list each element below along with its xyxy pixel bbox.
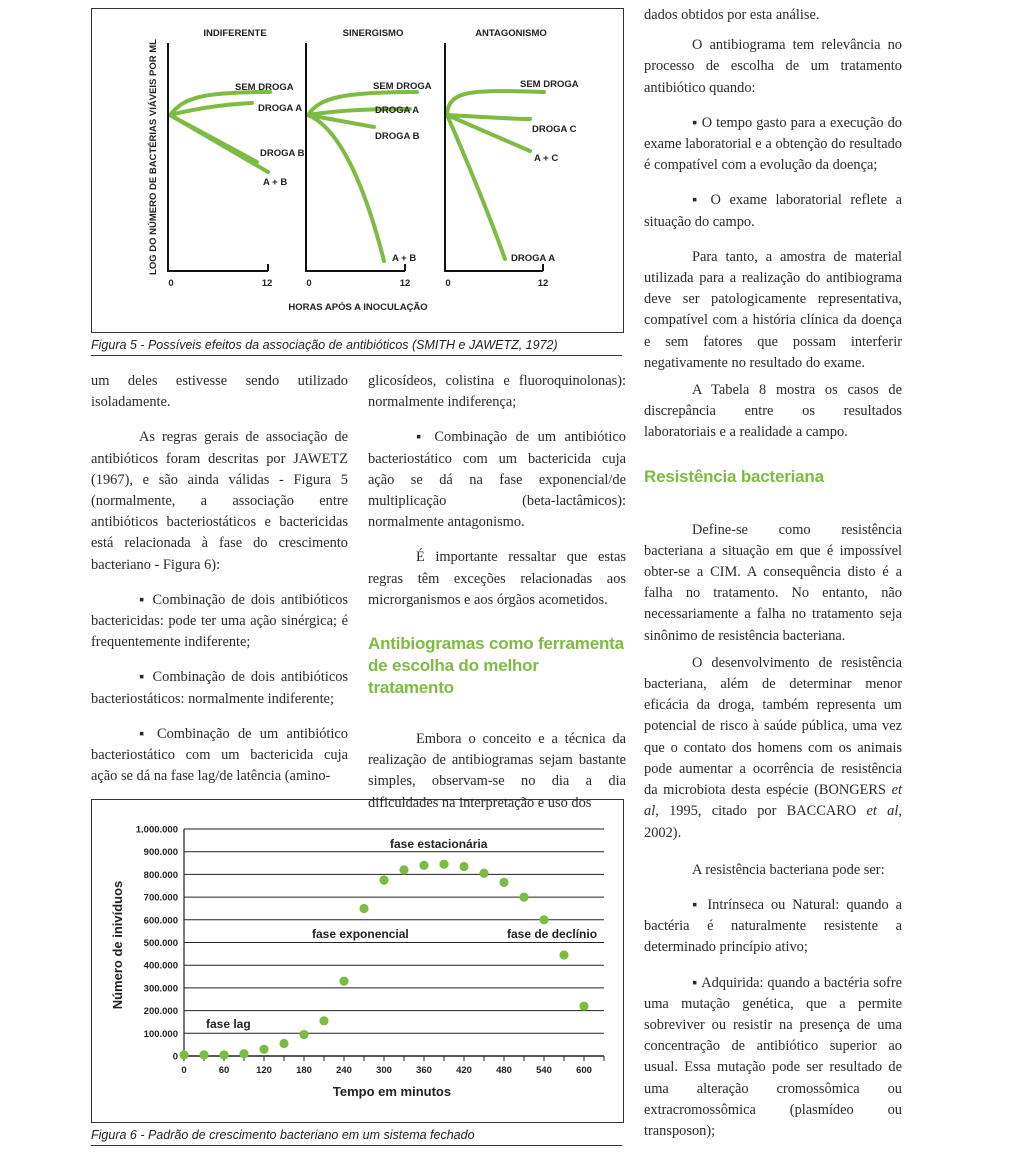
text-run: , 1995, citado por BACCARO	[655, 803, 867, 820]
paragraph: Embora o conceito e a técnica da realização de antibiogramas sejam bastante simples, observam-se no dia a dia dificuldades na interpretação e uso dos	[368, 731, 626, 811]
data-point	[359, 904, 368, 913]
data-point	[519, 893, 528, 902]
panel-title-sinergismo: SINERGISMO	[342, 28, 404, 39]
paragraph	[644, 653, 902, 844]
data-point	[319, 1016, 328, 1025]
data-point	[239, 1049, 248, 1058]
x-tick-label: 120	[256, 1065, 272, 1076]
section-heading: Resistência bacteriana	[644, 466, 824, 486]
y-tick-label: 400.000	[143, 960, 178, 972]
panel-title-antagonismo: ANTAGONISMO	[475, 28, 547, 39]
data-point	[459, 862, 468, 871]
y-tick-label: 200.000	[143, 1006, 178, 1018]
tick-sinergismo-0: 0	[306, 278, 312, 289]
y-tick-label: 700.000	[143, 892, 178, 904]
y-tick-label: 300.000	[143, 983, 178, 995]
text-run: et al	[866, 803, 899, 820]
data-point	[199, 1050, 208, 1059]
data-point	[299, 1030, 308, 1039]
curve-antagonismo-sem-droga	[447, 91, 544, 115]
figure-6-chart	[92, 800, 623, 1122]
x-tick-label: 360	[416, 1065, 432, 1076]
paragraph: Para tanto, a amostra de material utilizada para a realização do antibiograma deve ser patologicamente representativa, compatível com a história clínica da doença e sem fatores que possam interferir negativamente no resultado do exame.	[644, 248, 902, 371]
label-indiferente-droga-a: DROGA A	[258, 103, 303, 114]
text-run: et al	[644, 782, 902, 820]
figure-6-caption: Figura 6 - Padrão de crescimento bacteriano em um sistema fechado	[91, 1128, 622, 1146]
label-indiferente-a-b: A + B	[263, 177, 288, 188]
bullet-item: ▪ Combinação de dois antibióticos bactericidas: pode ter uma ação sinérgica; é frequentemente indiferente;	[91, 590, 348, 654]
y-tick-label: 500.000	[143, 938, 178, 949]
x-tick-label: 300	[376, 1065, 392, 1076]
x-tick-label: 60	[218, 1065, 230, 1076]
data-point	[419, 861, 428, 870]
axes-indiferente	[168, 43, 268, 271]
y-tick-label: 800.000	[143, 869, 178, 881]
paragraph: Define-se como resistência bacteriana a situação em que é impossível obter-se a CIM. A consequência disto é a falha no tratamento. No entanto, não necessariamente a falha no tratamento seja sinônimo de resistência bacteriana.	[644, 521, 902, 644]
label-antagonismo-a-c: A + C	[534, 153, 559, 164]
figure-6-frame	[91, 799, 624, 1123]
paragraph: É importante ressaltar que estas regras têm exceções relacionadas aos microrganismos e aos órgãos acometidos.	[368, 549, 626, 608]
y-tick-label: 1.000.000	[135, 824, 178, 836]
paragraph: As regras gerais de associação de antibióticos foram descritas por JAWETZ (1967), e são ainda válidas - Figura 5 (normalmente, a associação entre antibióticos bacteriostáticos e bactericidas está relacionada à fase do crescimento bacteriano - Figura 6):	[91, 429, 348, 573]
x-tick-label: 600	[576, 1065, 592, 1076]
x-axis-label: HORAS APÓS A INOCULAÇÃO	[288, 302, 428, 313]
data-point	[559, 950, 568, 959]
panel-title-indiferente: INDIFERENTE	[203, 28, 267, 39]
bullet-item: ▪ Combinação de um antibiótico bacteriostático com um bactericida cuja ação se dá na fase exponencial/de multiplicação (beta-lactâmicos): normalmente antagonismo.	[368, 427, 626, 533]
data-point	[539, 915, 548, 924]
y-axis-label: LOG DO NÚMERO DE BACTÉRIAS VIÁVEIS POR ML	[148, 39, 159, 275]
figure-5-caption: Figura 5 - Possíveis efeitos da associação de antibióticos (SMITH e JAWETZ, 1972)	[91, 338, 622, 356]
label-sinergismo-droga-a: DROGA A	[375, 105, 420, 116]
bullet-item: ▪ Adquirida: quando a bactéria sofre uma mutação genética, que a permite sobreviver ou resistir na presença de uma concentração de antibiótico superior ao usual. Essa mutação pode ser resultado de uma alteração cromossômica ou extracromossômica (plasmídeo ou transposon);	[644, 973, 902, 1143]
tick-antagonismo-0: 0	[445, 278, 451, 289]
text-run: , 2002).	[644, 803, 902, 841]
label-sinergismo-a-b: A + B	[392, 253, 417, 264]
data-point	[439, 860, 448, 869]
data-point	[379, 875, 388, 884]
bullet-item: ▪ O exame laboratorial reflete a situação do campo.	[644, 190, 902, 232]
x-tick-label: 420	[456, 1065, 472, 1076]
x-tick-label: 180	[296, 1065, 312, 1076]
x-tick-label: 540	[536, 1065, 552, 1076]
curve-sinergismo-a-b	[308, 115, 384, 261]
label-sinergismo-droga-b: DROGA B	[375, 131, 420, 142]
y-axis-title: Número de inivíduos	[110, 880, 125, 1010]
data-point	[399, 865, 408, 874]
label-sinergismo-sem-droga: SEM DROGA	[373, 81, 432, 92]
tick-indiferente-0: 0	[168, 278, 174, 289]
tick-sinergismo-12: 12	[399, 278, 411, 289]
paragraph: A Tabela 8 mostra os casos de discrepância entre os resultados laboratoriais e a realidade a campo.	[644, 382, 902, 441]
section-heading: Antibiogramas como ferramenta de escolha do melhor tratamento	[368, 634, 624, 698]
tick-indiferente-12: 12	[261, 278, 273, 289]
data-point	[259, 1045, 268, 1054]
paragraph: um deles estivesse sendo utilizado isoladamente.	[91, 373, 348, 411]
y-tick-label: 0	[172, 1051, 178, 1063]
bullet-item: ▪ Combinação de um antibiótico bacteriostático com um bactericida cuja ação se dá na fase lag/de latência (amino-	[91, 724, 348, 788]
phase-label-exponential: fase exponencial	[312, 927, 409, 941]
text-column-3	[644, 5, 902, 1142]
data-point	[179, 1050, 188, 1059]
y-tick-label: 900.000	[143, 847, 178, 859]
y-tick-label: 600.000	[143, 915, 178, 927]
phase-label-stationary: fase estacionária	[390, 837, 488, 851]
label-antagonismo-droga-a: DROGA A	[511, 253, 556, 264]
text-column-1	[91, 371, 348, 787]
label-indiferente-sem-droga: SEM DROGA	[235, 82, 294, 93]
x-axis-title: Tempo em minutos	[332, 1084, 452, 1099]
x-tick-label: 240	[336, 1065, 352, 1076]
data-point	[579, 1001, 588, 1010]
tick-antagonismo-12: 12	[537, 278, 549, 289]
figure-5-chart	[92, 9, 623, 332]
data-point	[499, 878, 508, 887]
text-run: O desenvolvimento de resistência bacteriana, além de determinar menor eficácia da droga, também representa um potencial de risco à saúde pública, uma vez que o contato dos homens com os animais pode aumentar a ocorrência de resistência da microbiota desta espécie (BONGERS	[644, 654, 902, 799]
text-column-2	[368, 371, 626, 814]
data-point	[279, 1039, 288, 1048]
data-point	[219, 1050, 228, 1059]
x-tick-label: 0	[181, 1065, 187, 1076]
label-antagonismo-droga-c: DROGA C	[532, 124, 577, 135]
bullet-item: ▪ O tempo gasto para a execução do exame laboratorial e a obtenção do resultado é compatível com a evolução da doença;	[644, 113, 902, 177]
y-tick-label: 100.000	[143, 1028, 178, 1040]
axes-sinergismo	[306, 43, 405, 271]
curve-indiferente-a-b	[170, 115, 268, 172]
paragraph: A resistência bacteriana pode ser:	[692, 861, 885, 878]
phase-label-lag: fase lag	[206, 1017, 251, 1031]
figure-5-frame	[91, 8, 624, 333]
bullet-item: ▪ Intrínseca ou Natural: quando a bactéria é naturalmente resistente a determinado princípio ativo;	[644, 895, 902, 959]
label-antagonismo-sem-droga: SEM DROGA	[520, 79, 579, 90]
x-tick-label: 480	[496, 1065, 512, 1076]
paragraph: dados obtidos por esta análise.	[644, 7, 820, 23]
label-indiferente-droga-b: DROGA B	[260, 148, 305, 159]
data-point	[339, 976, 348, 985]
bullet-item: ▪ Combinação de dois antibióticos bacteriostáticos: normalmente indiferente;	[91, 667, 348, 709]
paragraph: glicosídeos, colistina e fluoroquinolonas): normalmente indiferença;	[368, 373, 626, 411]
axes-antagonismo	[445, 43, 543, 271]
data-point	[479, 869, 488, 878]
phase-label-decline: fase de declínio	[507, 927, 598, 941]
paragraph: O antibiograma tem relevância no processo de escolha de um tratamento antibiótico quando:	[644, 37, 902, 96]
